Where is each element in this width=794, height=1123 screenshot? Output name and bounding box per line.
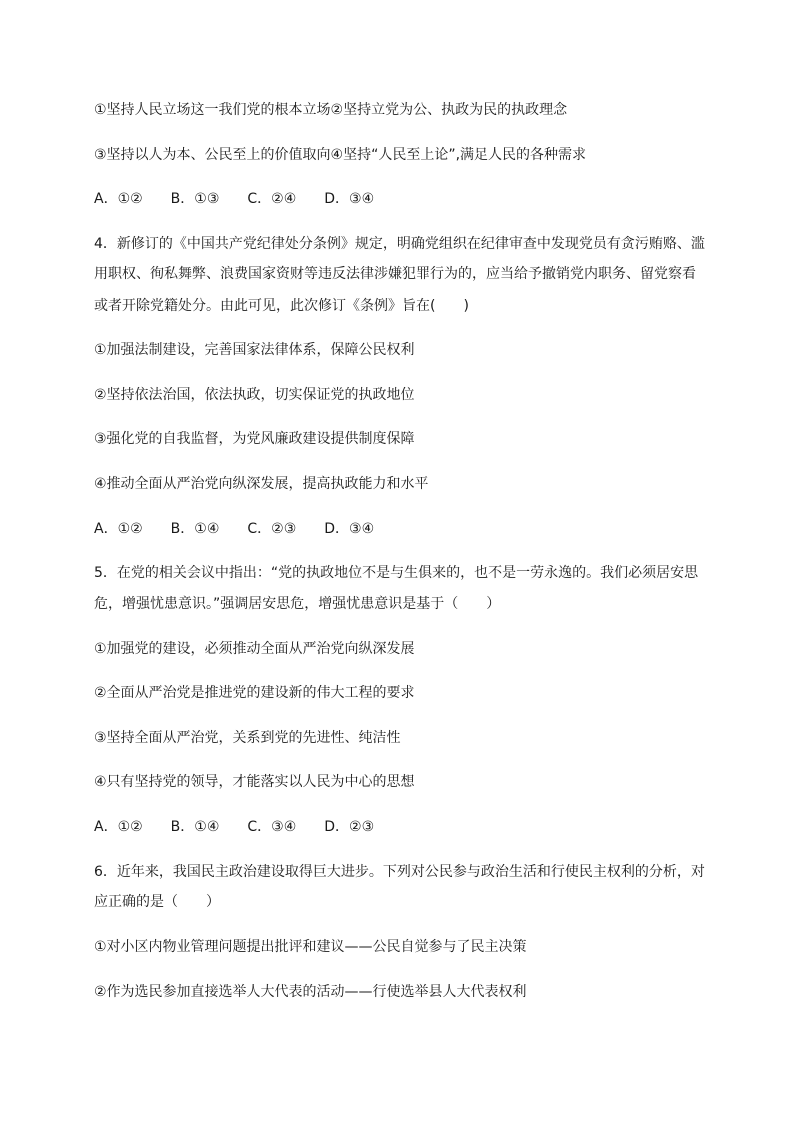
q4-option-1: ①加强法制建设，完善国家法律体系，保障公民权利	[94, 342, 415, 358]
q4-option-3: ③强化党的自我监督，为党风廉政建设提供制度保障	[94, 431, 415, 447]
q3-option-line-1: ①坚持人民立场这一我们党的根本立场②坚持立党为公、执政为民的执政理念	[94, 102, 568, 118]
q4-stem-line-2: 用职权、徇私舞弊、浪费国家资财等违反法律涉嫌犯罪行为的，应当给予撤销党内职务、留党察看	[94, 266, 696, 282]
q4-answer-choices: A．①② B．①④ C．②③ D．③④	[94, 521, 375, 537]
q5-option-1: ①加强党的建设，必须推动全面从严治党向纵深发展	[94, 641, 415, 657]
q5-stem-line-1: 5．在党的相关会议中指出：“党的执政地位不是与生俱来的，也不是一劳永逸的。我们必须居安思	[94, 565, 699, 581]
q3-option-line-2: ③坚持以人为本、公民至上的价值取向④坚持“人民至上论”,满足人民的各种需求	[94, 147, 587, 163]
q5-answer-choices: A．①② B．①④ C．③④ D．②③	[94, 819, 375, 835]
q4-option-4: ④推动全面从严治党向纵深发展，提高执政能力和水平	[94, 476, 429, 492]
q4-stem-line-3: 或者开除党籍处分。由此可见，此次修订《条例》旨在( )	[94, 298, 469, 314]
q6-option-1: ①对小区内物业管理问题提出批评和建议——公民自觉参与了民主决策	[94, 939, 527, 955]
q5-option-3: ③坚持全面从严治党，关系到党的先进性、纯洁性	[94, 730, 401, 746]
q3-answer-choices: A．①② B．①③ C．②④ D．③④	[94, 191, 375, 207]
q4-option-2: ②坚持依法治国，依法执政，切实保证党的执政地位	[94, 387, 415, 403]
q5-stem-line-2: 危，增强忧患意识。”强调居安思危，增强忧患意识是基于（ ）	[94, 596, 501, 612]
q4-stem-line-1: 4．新修订的《中国共产党纪律处分条例》规定，明确党组织在纪律审查中发现党员有贪污贿赂、滥	[94, 236, 705, 252]
q6-stem-line-2: 应正确的是（ ）	[94, 894, 220, 910]
q5-option-4: ④只有坚持党的领导，才能落实以人民为中心的思想	[94, 774, 415, 790]
q6-stem-line-1: 6．近年来，我国民主政治建设取得巨大进步。下列对公民参与政治生活和行使民主权利的分析，对	[94, 864, 705, 880]
q6-option-2: ②作为选民参加直接选举人大代表的活动——行使选举县人大代表权利	[94, 984, 527, 1000]
q5-option-2: ②全面从严治党是推进党的建设新的伟大工程的要求	[94, 685, 415, 701]
